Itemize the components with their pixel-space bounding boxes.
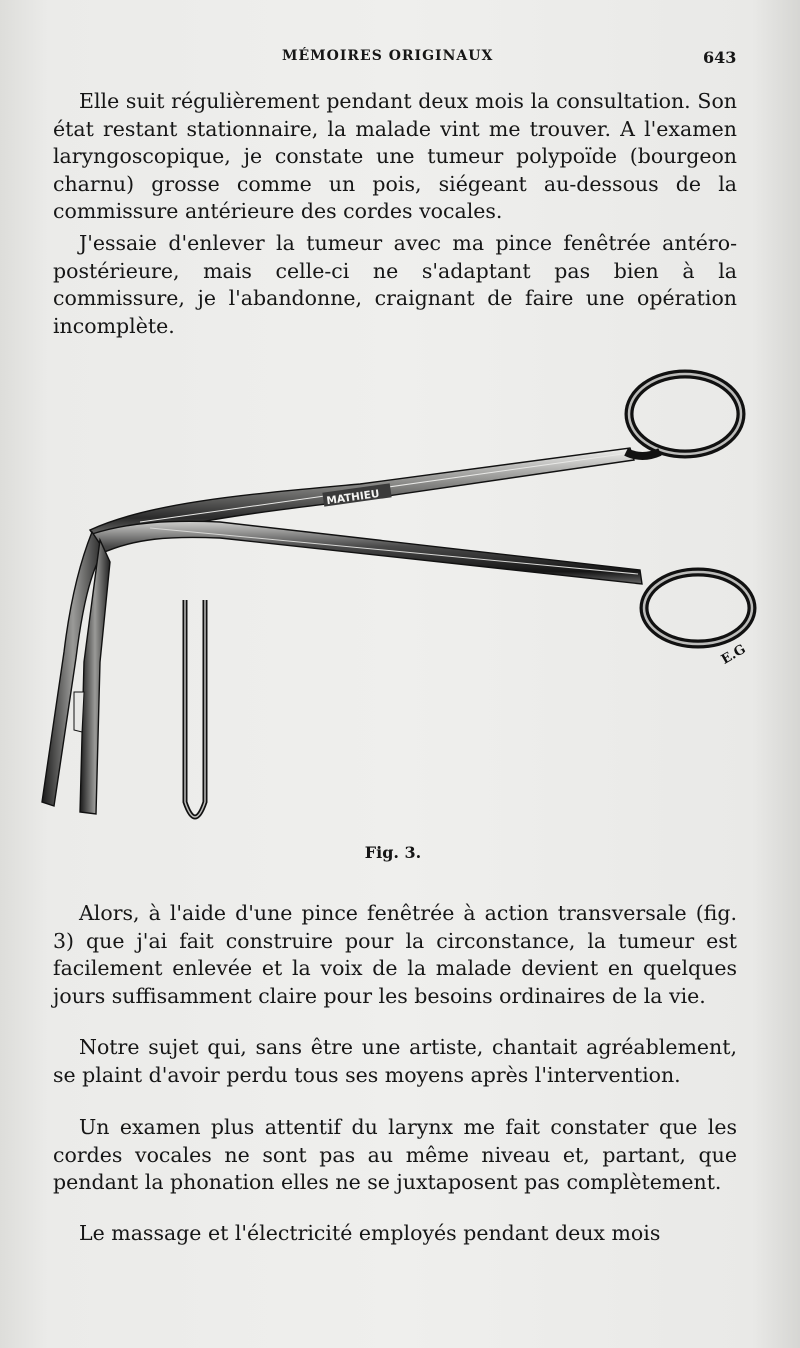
jaw-detail [185,600,205,817]
figure-caption [0,843,800,862]
paragraph-voice-loss: Notre sujet qui, sans être une artiste, chantait agréablement, se plaint d'avoir perdu tous ses moyens après l'intervention. [53,1035,737,1087]
paragraph-treatment: Le massage et l'électricité employés pendant deux mois [79,1221,661,1245]
top-ring-handle [626,374,741,456]
paragraph-first-attempt: J'essaie d'enlever la tumeur avec ma pince fenêtrée antéro-postérieure, mais celle-ci ne s'adaptant pas bien à la commissure, je l'abandonne, craignant de faire une opération incomplète. [53,231,737,338]
paragraph-consultation: Elle suit régulièrement pendant deux mois la consultation. Son état restant stationnaire, la malade vint me trouver. A l'examen laryngoscopique, je constate une tumeur polypoïde (bourgeon charnu) grosse comme un pois, siégeant au-dessous de la commissure antérieure des cordes vocales. [53,89,737,224]
paragraph-examination: Un examen plus attentif du larynx me fait constater que les cordes vocales ne sont pas au même niveau et, partant, que pendant la phonation elles ne se juxtaposent pas complètement. [53,1115,737,1195]
figure-forceps-illustration [30,362,780,832]
bottom-ring-handle [644,572,752,668]
paragraph-removal: Alors, à l'aide d'une pince fenêtrée à action transversale (fig. 3) que j'ai fait construire pour la circonstance, la tumeur est facilement enlevée et la voix de la malade devient en quelques jours suffisamment claire pour les besoins ordinaires de la vie. [53,901,737,1008]
lower-arm [92,521,642,584]
page-header [0,48,800,72]
figure-caption-text: Fig. 3. [364,843,422,862]
forceps-tip [42,532,110,814]
page-number: 643 [703,48,737,67]
maker-mark-text: MATHIEU [325,487,381,508]
forceps-drawing [30,362,780,832]
engraver-mark: E.G [718,641,749,668]
running-title: MÉMOIRES ORIGINAUX [282,48,494,64]
